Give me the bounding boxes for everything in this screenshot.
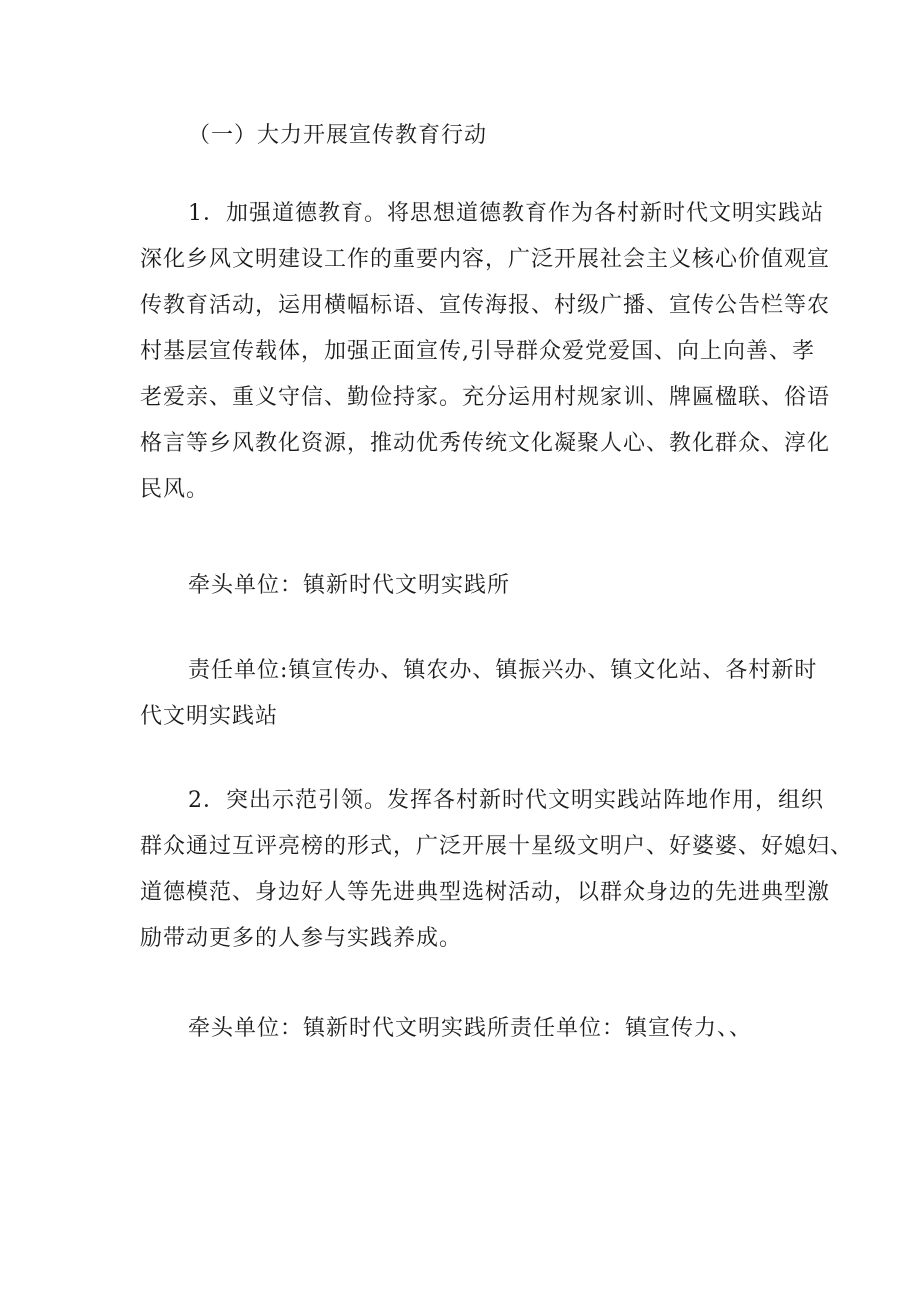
item1-line: 老爱亲、重义守信、勤俭持家。充分运用村规家训、牌匾楹联、俗语 [140, 385, 831, 410]
item2-line: 励带动更多的人参与实践养成。 [140, 926, 463, 951]
item2-line: 道德模范、身边好人等先进典型选树活动，以群众身边的先进典型激 [140, 880, 831, 905]
item1-line: 传教育活动，运用横幅标语、宣传海报、村级广播、宣传公告栏等农 [140, 293, 831, 318]
item1-line: 深化乡风文明建设工作的重要内容，广泛开展社会主义核心价值观宣 [140, 247, 831, 272]
item2-line: 2．突出示范引领。发挥各村新时代文明实践站阵地作用，组织 [188, 788, 824, 813]
item1-lead-unit: 牵头单位：镇新时代文明实践所 [188, 573, 511, 598]
item1-resp-line: 代文明实践站 [140, 704, 279, 729]
item1-responsible-units: 责任单位:镇宣传办、镇农办、镇振兴办、镇文化站、各村新时 代文明实践站 [140, 648, 788, 740]
item1-line: 格言等乡风教化资源，推动优秀传统文化凝聚人心、教化群众、淳化 [140, 431, 831, 456]
item1-line: 1．加强道德教育。将思想道德教育作为各村新时代文明实践站 [188, 201, 824, 226]
item1-line: 村基层宣传载体，加强正面宣传,引导群众爱党爱国、向上向善、孝 [140, 339, 815, 364]
item2-line: 群众通过互评亮榜的形式，广泛开展十星级文明户、好婆婆、好媳妇、 [140, 834, 854, 859]
item2-lead-unit: 牵头单位：镇新时代文明实践所责任单位：镇宣传力、、 [188, 1016, 753, 1041]
item2-paragraph [140, 778, 854, 962]
item1-line: 民风。 [140, 477, 210, 502]
item1-paragraph [140, 191, 831, 513]
section-heading: （一）大力开展宣传教育行动 [188, 123, 488, 148]
